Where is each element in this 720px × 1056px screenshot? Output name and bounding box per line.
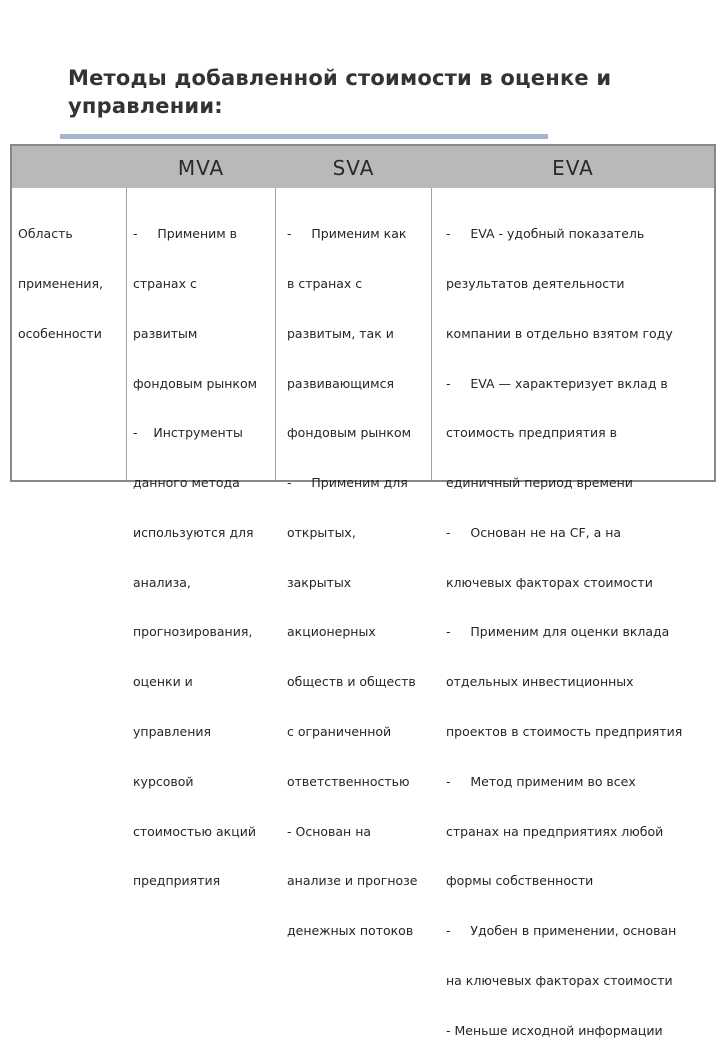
cell-line: - EVA - удобный показатель: [446, 226, 645, 242]
cell-line: фондовым рынком: [133, 375, 258, 391]
cell-line: - Применим для: [287, 475, 408, 491]
cell-line: - Применим как: [287, 226, 407, 242]
cell-line: фондовым рынком: [287, 425, 412, 441]
cell-line: отдельных инвестиционных: [446, 674, 634, 690]
column-divider: [275, 188, 276, 480]
cell-line: - Применим для оценки вклада: [446, 624, 670, 640]
title-line: Методы добавленной стоимости в оценке и: [68, 66, 612, 90]
cell-line: формы собственности: [446, 873, 594, 889]
cell-line: развивающимся: [287, 375, 395, 391]
cell-line: в странах с: [287, 275, 363, 291]
cell-line: акционерных: [287, 624, 376, 640]
cell-line: открытых,: [287, 524, 356, 540]
cell-line: прогнозирования,: [133, 624, 253, 640]
cell-line: оценки и: [133, 674, 193, 690]
cell-line: - Метод применим во всех: [446, 773, 636, 789]
cell-line: предприятия: [133, 873, 221, 889]
cell-line: результатов деятельности: [446, 275, 625, 291]
eva-cell: [446, 193, 682, 1056]
cell-line: курсовой: [133, 773, 194, 789]
cell-line: - Удобен в применении, основан: [446, 923, 677, 939]
cell-line: применения,: [18, 275, 104, 291]
cell-line: - Меньше исходной информации: [446, 1022, 663, 1038]
cell-line: данного метода: [133, 475, 240, 491]
header-eva: EVA: [552, 156, 594, 180]
sva-cell: [287, 193, 418, 956]
cell-line: единичный период времени: [446, 475, 633, 491]
cell-line: - Инструменты: [133, 425, 243, 441]
cell-line: управления: [133, 724, 212, 739]
title-line: управлении:: [68, 94, 223, 118]
cell-line: используются для: [133, 524, 254, 540]
cell-line: ответственностью: [287, 773, 410, 789]
cell-line: стоимостью акций: [133, 823, 256, 839]
cell-line: анализе и прогнозе: [287, 873, 418, 889]
cell-line: особенности: [18, 325, 102, 341]
cell-line: странах на предприятиях любой: [446, 823, 664, 839]
cell-line: - Применим в: [133, 226, 238, 242]
header-empty: [12, 148, 126, 188]
cell-line: с ограниченной: [287, 724, 392, 739]
cell-line: стоимость предприятия в: [446, 425, 617, 441]
cell-line: Область: [18, 226, 73, 242]
cell-line: проектов в стоимость предприятия: [446, 724, 683, 739]
cell-line: на ключевых факторах стоимости: [446, 972, 673, 988]
header-mva: MVA: [177, 156, 225, 180]
cell-line: - EVA — характеризует вклад в: [446, 375, 668, 391]
mva-cell: [133, 193, 257, 907]
cell-line: развитым: [133, 325, 198, 341]
cell-line: - Основан не на CF, а на: [446, 524, 622, 540]
column-divider: [126, 188, 127, 480]
slide-title: [68, 64, 688, 120]
header-sva: SVA: [332, 156, 375, 180]
cell-line: развитым, так и: [287, 325, 394, 341]
cell-line: компании в отдельно взятом году: [446, 325, 673, 341]
column-divider: [431, 188, 432, 480]
cell-line: обществ и обществ: [287, 674, 416, 690]
cell-line: странах с: [133, 275, 197, 291]
cell-line: закрытых: [287, 574, 352, 590]
cell-line: - Основан на: [287, 823, 372, 839]
cell-line: анализа,: [133, 574, 191, 590]
cell-line: ключевых факторах стоимости: [446, 574, 653, 590]
title-underline: [60, 134, 548, 139]
cell-line: денежных потоков: [287, 923, 414, 939]
row-label-cell: [18, 193, 103, 359]
